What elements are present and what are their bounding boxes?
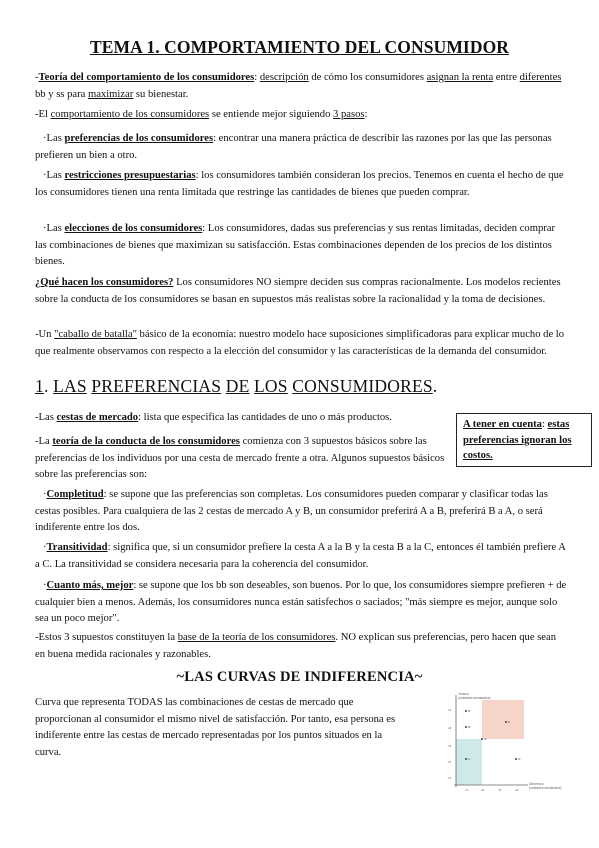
- step-preferences: [35, 131, 567, 164]
- text: -Un: [35, 329, 55, 340]
- y-tick: 50: [448, 708, 452, 712]
- theory-paragraph: [35, 434, 445, 484]
- heading-word: LAS: [53, 376, 87, 396]
- underlined-word: maximizar: [87, 88, 134, 100]
- text: -La: [35, 436, 53, 447]
- text: de cómo los consumidores: [308, 72, 427, 83]
- text: : encontrar una manera práctica de describir las razones por las que las personas prefieren un bien a otro.: [35, 133, 552, 161]
- y-tick: 30: [448, 744, 452, 748]
- x-axis-label: Alimentos: [529, 782, 544, 786]
- text: .: [43, 376, 54, 396]
- term: Completitud: [46, 489, 104, 500]
- text: básico de la economía: nuestro modelo hace suposiciones simplificadoras para explicar mucho de lo que realmente observamos con respecto a la elección del consumidor y las características de la demanda del consumidor.: [35, 329, 565, 357]
- x-tick: 40: [515, 788, 519, 792]
- term: Cuanto más, mejor: [46, 580, 134, 591]
- section-heading: [35, 376, 437, 397]
- indifference-heading: ~LAS CURVAS DE INDIFERENCIA~: [176, 669, 423, 685]
- heading-word: CONSUMIDORES: [292, 376, 433, 396]
- point-a-marker: [481, 738, 483, 740]
- y-tick: 20: [448, 760, 452, 764]
- text: : se supone que los bb son deseables, son buenos. Por lo que, los consumidores siempre prefieren + de cualquier bien a menos. Además, los consumidores nunca están satisfechos o saciados; "más siempre es mejor, aunque solo sea un poco mejor".: [35, 580, 567, 624]
- text: :: [541, 419, 548, 430]
- text: :: [364, 109, 368, 120]
- x-tick: 10: [465, 788, 469, 792]
- text: -El: [35, 109, 51, 120]
- text: : los consumidores también consideran los precios. Tenemos en cuenta el hecho de que los consumidores tienen una renta limitada que restringe las cantidades de bienes que pueden comprar.: [35, 170, 564, 198]
- heading-word: LOS: [254, 376, 288, 396]
- point-b-label: B: [468, 709, 471, 713]
- term: elecciones de los consumidores: [64, 223, 203, 234]
- point-d-label: D: [518, 757, 521, 761]
- x-axis-label-units: (unidades semanales): [529, 786, 562, 790]
- text: ·: [43, 489, 47, 500]
- x-tick: 30: [498, 788, 502, 792]
- text: : lista que especifica las cantidades de uno o más productos.: [138, 412, 392, 423]
- indifference-paragraph: Curva que representa TODAS las combinaciones de cestas de mercado que proporcionan al consumidor el mismo nivel de satisfacción. Por tanto, esa persona es indiferente entre las cestas de mercado representadas por los puntos situados en la curva.: [35, 697, 396, 758]
- term: Transitividad: [46, 542, 108, 553]
- underlined-word: comportamiento de los consumidores: [50, 109, 210, 120]
- term: teoría de la conducta de los consumidores: [52, 436, 240, 447]
- more-is-better-paragraph: [35, 578, 567, 628]
- text: ·: [43, 580, 47, 591]
- point-g-marker: [465, 758, 467, 760]
- less-preferred-region: [456, 739, 482, 785]
- note-label: A tener en cuenta: [463, 419, 542, 430]
- text: ·Las: [43, 223, 65, 234]
- term: ¿Qué hacen los consumidores?: [35, 277, 174, 288]
- text: .: [432, 376, 438, 396]
- text: -Estos 3 supuestos constituyen la: [35, 632, 178, 643]
- text: : significa que, si un consumidor prefiere la cesta A a la B y la cesta B a la C, entonces él también prefiere A a C. La transitividad se considera necesaria para la coherencia del consumidor.: [35, 542, 566, 570]
- y-tick: 10: [448, 776, 452, 780]
- underlined-word: diferentes: [519, 72, 562, 83]
- step-restrictions: [35, 168, 567, 201]
- text: -Las: [35, 412, 57, 423]
- point-h-marker: [465, 726, 467, 728]
- underlined-word: 3 pasos: [333, 109, 365, 120]
- y-tick: 40: [448, 726, 452, 730]
- indifference-figure: [440, 693, 570, 803]
- x-tick: 20: [481, 788, 485, 792]
- transitivity-paragraph: [35, 540, 567, 573]
- text: Los consumidores NO siempre deciden sus compras racionalmente. Los modelos recientes sobre la conducta de los consumidores se basan en supuestos más realistas sobre la racionalidad y la toma de decisiones.: [35, 277, 561, 305]
- completeness-paragraph: [35, 487, 567, 537]
- point-e-marker: [505, 721, 507, 723]
- text: : Los consumidores, dadas sus preferencias y sus rentas limitadas, deciden comprar las combinaciones de bienes que maximizan su satisfacción. Estas combinaciones dependen de los precios de los distintos bienes.: [35, 223, 556, 267]
- term: cestas de mercado: [56, 412, 139, 423]
- text: ·: [43, 542, 47, 553]
- text: . NO explican sus preferencias, pero hacen que sean en buena medida racionales y razonables.: [35, 632, 557, 660]
- underlined-word: asignan la renta: [426, 72, 494, 83]
- text: bb y ss para: [35, 88, 88, 100]
- underlined-word: descripción: [259, 72, 309, 83]
- point-g-label: G: [468, 757, 471, 761]
- point-d-marker: [515, 758, 517, 760]
- y-axis-label-units: (unidades semanales): [458, 696, 491, 700]
- workhorse-paragraph: [35, 327, 567, 360]
- term: Teoría del comportamiento de los consumidores: [38, 72, 255, 83]
- text: entre: [493, 72, 520, 83]
- baskets-paragraph: [35, 410, 445, 427]
- assumptions-paragraph: [35, 630, 567, 663]
- note-text: estas preferencias ignoran los costos.: [463, 419, 572, 461]
- term: preferencias de los consumidores: [64, 133, 214, 144]
- steps-intro: [35, 107, 567, 124]
- y-axis-label: Vestido: [458, 693, 469, 696]
- text: ·Las: [43, 170, 65, 181]
- step-choices: [35, 221, 567, 271]
- point-a-label: A: [484, 737, 487, 741]
- dash: -: [35, 72, 39, 83]
- underlined-word: base de la teoría de los consumidores: [177, 632, 336, 643]
- point-e-label: E: [508, 720, 511, 724]
- preferred-region: [482, 700, 524, 739]
- question-paragraph: [35, 275, 567, 308]
- point-b-marker: [465, 710, 467, 712]
- point-h-label: H: [468, 725, 471, 729]
- text: ·Las: [43, 133, 65, 144]
- text: comienza con 3 supuestos básicos sobre las preferencias de los individuos por una cesta de mercado frente a otra. Algunos supuestos básicos sobre las preferencias son:: [35, 436, 445, 480]
- page-title: TEMA 1. COMPORTAMIENTO DEL CONSUMIDOR: [89, 37, 510, 57]
- text: su bienestar.: [133, 88, 189, 100]
- section-number: 1: [35, 376, 44, 396]
- text: :: [254, 72, 260, 83]
- intro-paragraph: [35, 70, 567, 103]
- heading-word: PREFERENCIAS: [91, 376, 222, 396]
- text: : se supone que las preferencias son completas. Los consumidores pueden comparar y clasificar todas las cestas posibles. Para cualquiera de las 2 cestas de mercado A y B, un consumidor preferirá A a B, preferirá B a A, o será indiferente entre los dos.: [35, 489, 548, 533]
- text: se entiende mejor siguiendo: [209, 109, 334, 120]
- heading-word: DE: [225, 376, 250, 396]
- underlined-word: "caballo de batalla": [54, 329, 137, 340]
- note-box: [456, 413, 592, 467]
- term: restricciones presupuestarias: [64, 170, 196, 181]
